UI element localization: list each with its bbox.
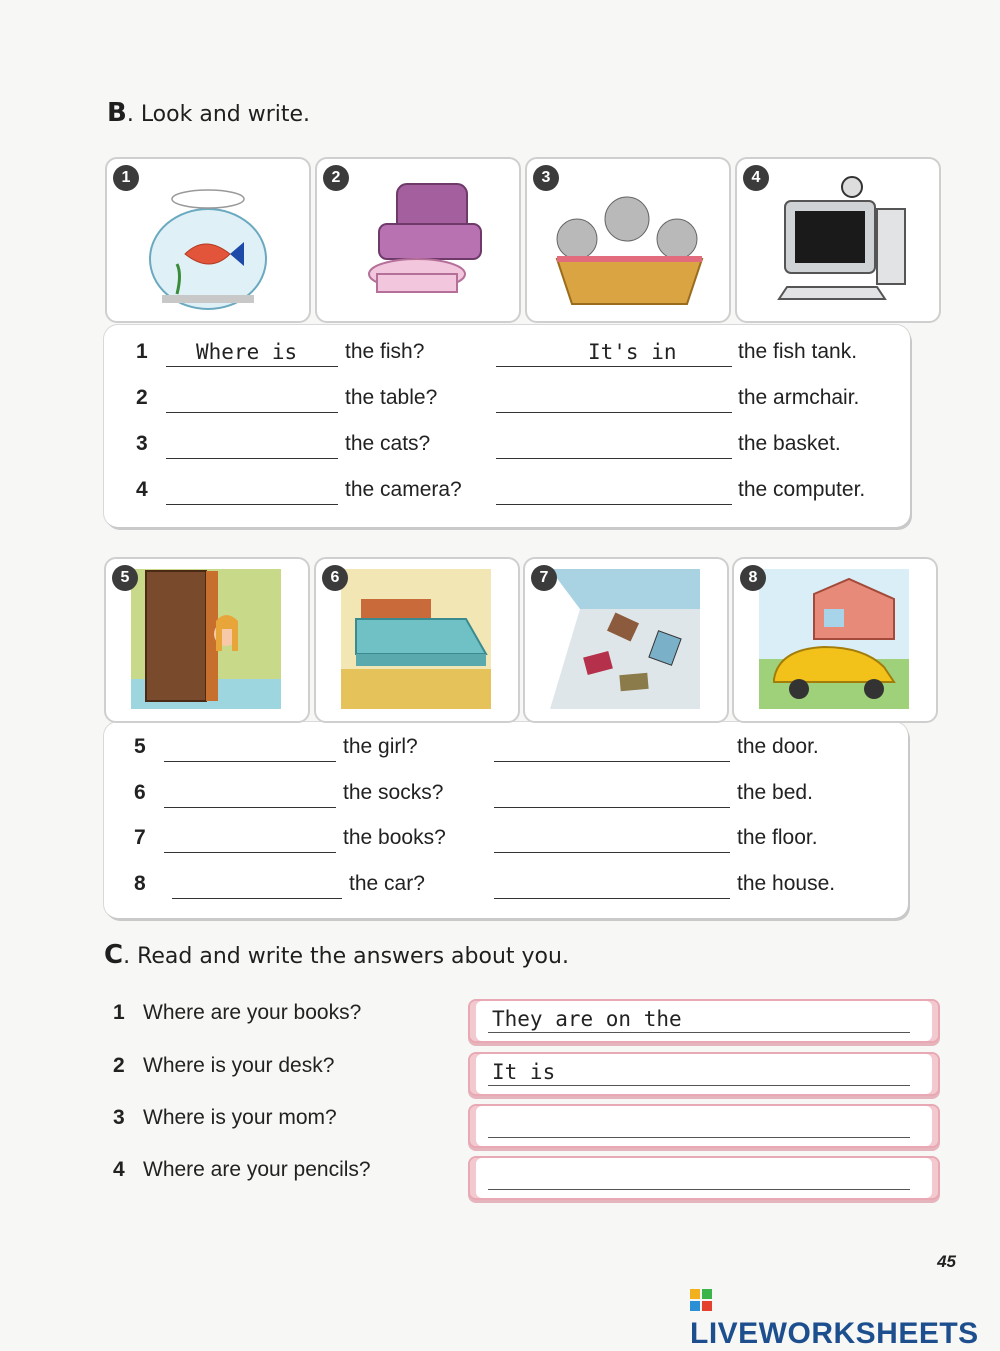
answer-blank-1[interactable] [164, 735, 336, 762]
handwritten-answer: They are on the [492, 1007, 682, 1031]
answer-blank-2[interactable] [496, 432, 732, 459]
page-number: 45 [937, 1252, 956, 1271]
answer-blank-1[interactable] [166, 432, 338, 459]
question-text: the girl? [343, 735, 418, 758]
exercise-row-7 [134, 826, 894, 856]
exercise-row-8 [134, 872, 894, 902]
section-b-heading: . Look and write. [126, 102, 311, 127]
picture-number: 4 [743, 165, 769, 191]
answer-text: the armchair. [738, 386, 860, 409]
exercise-row-6 [134, 781, 894, 811]
picture-2 [315, 157, 521, 323]
answer-blank-2[interactable] [494, 781, 730, 808]
exercise-row-4 [136, 478, 896, 508]
section-c-heading: . Read and write the answers about you. [123, 944, 569, 969]
row-number: 4 [136, 478, 148, 501]
row-number: 5 [134, 735, 146, 758]
picture-number: 6 [322, 565, 348, 591]
question-text: the fish? [345, 340, 425, 363]
answer-blank-2[interactable] [494, 826, 730, 853]
exercise-row-5 [134, 735, 894, 765]
picture-4 [735, 157, 941, 323]
answer-blank-2[interactable] [494, 872, 730, 899]
c-question-3 [113, 1106, 337, 1130]
answer-blank-1[interactable] [164, 781, 336, 808]
c-question-1 [113, 1001, 361, 1025]
picture-number: 2 [323, 165, 349, 191]
row-number: 2 [136, 386, 148, 409]
exercise-row-2 [136, 386, 896, 416]
picture-number: 8 [740, 565, 766, 591]
brand-text: LIVEWORKSHEETS [690, 1317, 979, 1350]
picture-number: 3 [533, 165, 559, 191]
row-number: 1 [136, 340, 148, 363]
answer-blank-1[interactable] [166, 478, 338, 505]
answer-text: the computer. [738, 478, 866, 501]
picture-6 [314, 557, 520, 723]
handwritten-answer: It is [492, 1060, 556, 1084]
answer-blank-2[interactable] [494, 735, 730, 762]
question-text: Where is your mom? [143, 1106, 337, 1129]
section-b-letter: B [107, 98, 127, 128]
question-number: 4 [113, 1158, 125, 1181]
handwritten-answer: Where is [196, 340, 298, 364]
picture-3 [525, 157, 731, 323]
answer-blank-2[interactable] [496, 340, 732, 367]
question-text: Where are your books? [143, 1001, 362, 1024]
c-answer-box-2[interactable] [468, 1052, 940, 1096]
row-number: 8 [134, 872, 146, 895]
answer-blank-2[interactable] [496, 478, 732, 505]
answer-text: the floor. [737, 826, 818, 849]
section-c-title [104, 940, 569, 970]
picture-7 [523, 557, 729, 723]
question-text: the table? [345, 386, 438, 409]
picture-number: 7 [531, 565, 557, 591]
brand-logo[interactable] [690, 1283, 1000, 1351]
c-answer-box-4[interactable] [468, 1156, 940, 1200]
picture-8 [732, 557, 938, 723]
answer-text: the fish tank. [738, 340, 858, 363]
c-answer-box-3[interactable] [468, 1104, 940, 1148]
answer-text: the basket. [738, 432, 841, 455]
c-answer-box-1[interactable] [468, 999, 940, 1043]
exercise-row-1 [136, 340, 896, 370]
picture-number: 5 [112, 565, 138, 591]
question-text: the camera? [345, 478, 462, 501]
answer-blank-1[interactable] [172, 872, 342, 899]
question-text: the socks? [343, 781, 444, 804]
section-c-letter: C [104, 940, 124, 970]
c-question-4 [113, 1158, 371, 1182]
question-number: 3 [113, 1106, 125, 1129]
question-text: the car? [349, 872, 425, 895]
question-text: the cats? [345, 432, 431, 455]
answer-blank-1[interactable] [166, 340, 338, 367]
row-number: 6 [134, 781, 146, 804]
question-number: 1 [113, 1001, 125, 1024]
question-text: the books? [343, 826, 446, 849]
liveworksheets-icon [690, 1289, 712, 1311]
row-number: 7 [134, 826, 146, 849]
handwritten-answer: It's in [588, 340, 677, 364]
section-b-title [107, 98, 310, 128]
exercise-row-3 [136, 432, 896, 462]
picture-number: 1 [113, 165, 139, 191]
row-number: 3 [136, 432, 148, 455]
picture-1 [105, 157, 311, 323]
question-text: Where is your desk? [143, 1054, 335, 1077]
answer-blank-2[interactable] [496, 386, 732, 413]
answer-blank-1[interactable] [164, 826, 336, 853]
picture-5 [104, 557, 310, 723]
question-number: 2 [113, 1054, 125, 1077]
question-text: Where are your pencils? [143, 1158, 371, 1181]
answer-text: the house. [737, 872, 836, 895]
answer-blank-1[interactable] [166, 386, 338, 413]
answer-text: the bed. [737, 781, 813, 804]
answer-text: the door. [737, 735, 819, 758]
c-question-2 [113, 1054, 334, 1078]
